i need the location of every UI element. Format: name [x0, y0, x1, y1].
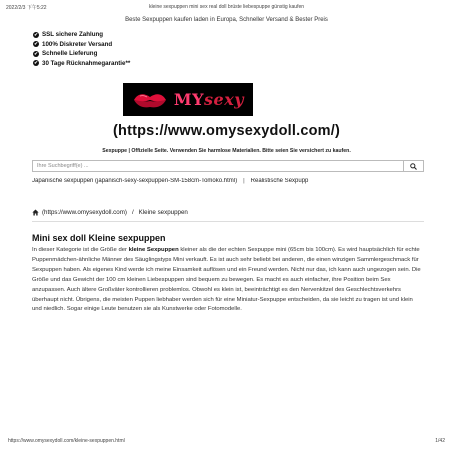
- site-logo[interactable]: [123, 83, 253, 116]
- check-circle-icon: ✔: [34, 31, 38, 37]
- search-input[interactable]: Ihre Suchbegriff(e) ...: [32, 160, 404, 172]
- print-url: https://www.omysexydoll.com/kleine-sexpuppen.html: [8, 438, 125, 444]
- print-footer: [8, 438, 445, 444]
- divider: [32, 221, 424, 222]
- bold-keyword: kleine Sexpuppen: [128, 247, 179, 253]
- nav-link-realistische[interactable]: Realistische Sexpupp: [250, 178, 309, 184]
- page-number: 1/42: [435, 438, 445, 444]
- print-title: kleine sexpuppen mini sex real doll brüste liebespuppe günstig kaufen: [148, 4, 305, 10]
- logo-text: MYsexy: [173, 90, 245, 109]
- check-circle-icon: ✔: [34, 41, 38, 47]
- perk-label: 100% Diskreter Versand: [42, 40, 113, 48]
- top-banner: Beste Sexpuppen kaufen laden in Europa, Schneller Versand & Bester Preis: [125, 17, 328, 23]
- category-nav: [32, 178, 453, 187]
- search-icon: [410, 163, 417, 170]
- check-circle-icon: ✔: [34, 60, 38, 66]
- site-url-link[interactable]: (https://www.omysexydoll.com/): [112, 123, 341, 139]
- breadcrumb: [32, 209, 188, 216]
- print-date: 2022/2/3 下午5:22: [6, 5, 47, 11]
- nav-separator: |: [243, 178, 245, 184]
- perks-list: [33, 30, 130, 68]
- perk-item: [33, 40, 130, 50]
- lips-icon: [132, 91, 168, 109]
- category-description: In dieser Kategorie ist die Größe der kleine Sexpuppen kleiner als die der echten Sexpuppe mini (65cm bis 100cm). Es wird hauptsächlich für echte Puppenmädchen-ähnliche Männer des Säuglingstyps Mini verkauft. Es ist auch sehr beliebt bei anderen, die einen winzigen Sammlergeschmack für Sexpuppen haben. Als eigenes Kind werde ich meine Einsamkeit auflösen und ein Freund werden. Nicht nur das, ich kann auch ungezogen sein. Die Größe und das Gewicht der 100 cm kleinen Liebespuppen sind bequem zu bewegen. Es macht es auch einfacher, ihre Position beim Sex anzupassen. Auch ältere Großväter kontrollieren problemlos. Obwohl es klein ist, beeinträchtigt es den Nervenkitzel des Geschlechtsverkehrs überhaupt nicht. Übrigens, die meisten Puppen liebhaber werden sich für eine Miniatur-Sexpuppe entscheiden, da sie leicht zu tragen ist und klein und niedlich. Sogar einige Leute benutzen sie als Kunstwerke oder Fotomodelle.: [32, 247, 421, 313]
- page-title: Mini sex doll Kleine sexpuppen: [32, 233, 166, 243]
- site-tagline: Sexpuppe | Offizielle Seite. Verwenden Sie harmlose Materialien. Bitte seien Sie versichert zu kaufen.: [102, 148, 351, 154]
- perk-item: [33, 59, 130, 69]
- search-bar: [32, 160, 424, 172]
- perk-item: [33, 49, 130, 59]
- breadcrumb-home-link[interactable]: (https://www.omysexydoll.com): [42, 209, 127, 216]
- check-circle-icon: ✔: [34, 50, 38, 56]
- print-header: [6, 4, 447, 14]
- home-icon[interactable]: [32, 209, 39, 216]
- breadcrumb-separator: /: [131, 209, 134, 216]
- perk-label: 30 Tage Rücknahmegarantie**: [42, 59, 131, 67]
- perk-label: SSL sichere Zahlung: [42, 31, 104, 39]
- perk-item: [33, 30, 130, 40]
- breadcrumb-current: Kleine sexpuppen: [138, 209, 188, 216]
- nav-link-japanische[interactable]: Japanische sexpuppen (japanisch-sexy-sexpuppen-SM-158cm-Tomoko.html): [32, 178, 238, 184]
- perk-label: Schnelle Lieferung: [42, 50, 98, 58]
- search-button[interactable]: [404, 160, 424, 172]
